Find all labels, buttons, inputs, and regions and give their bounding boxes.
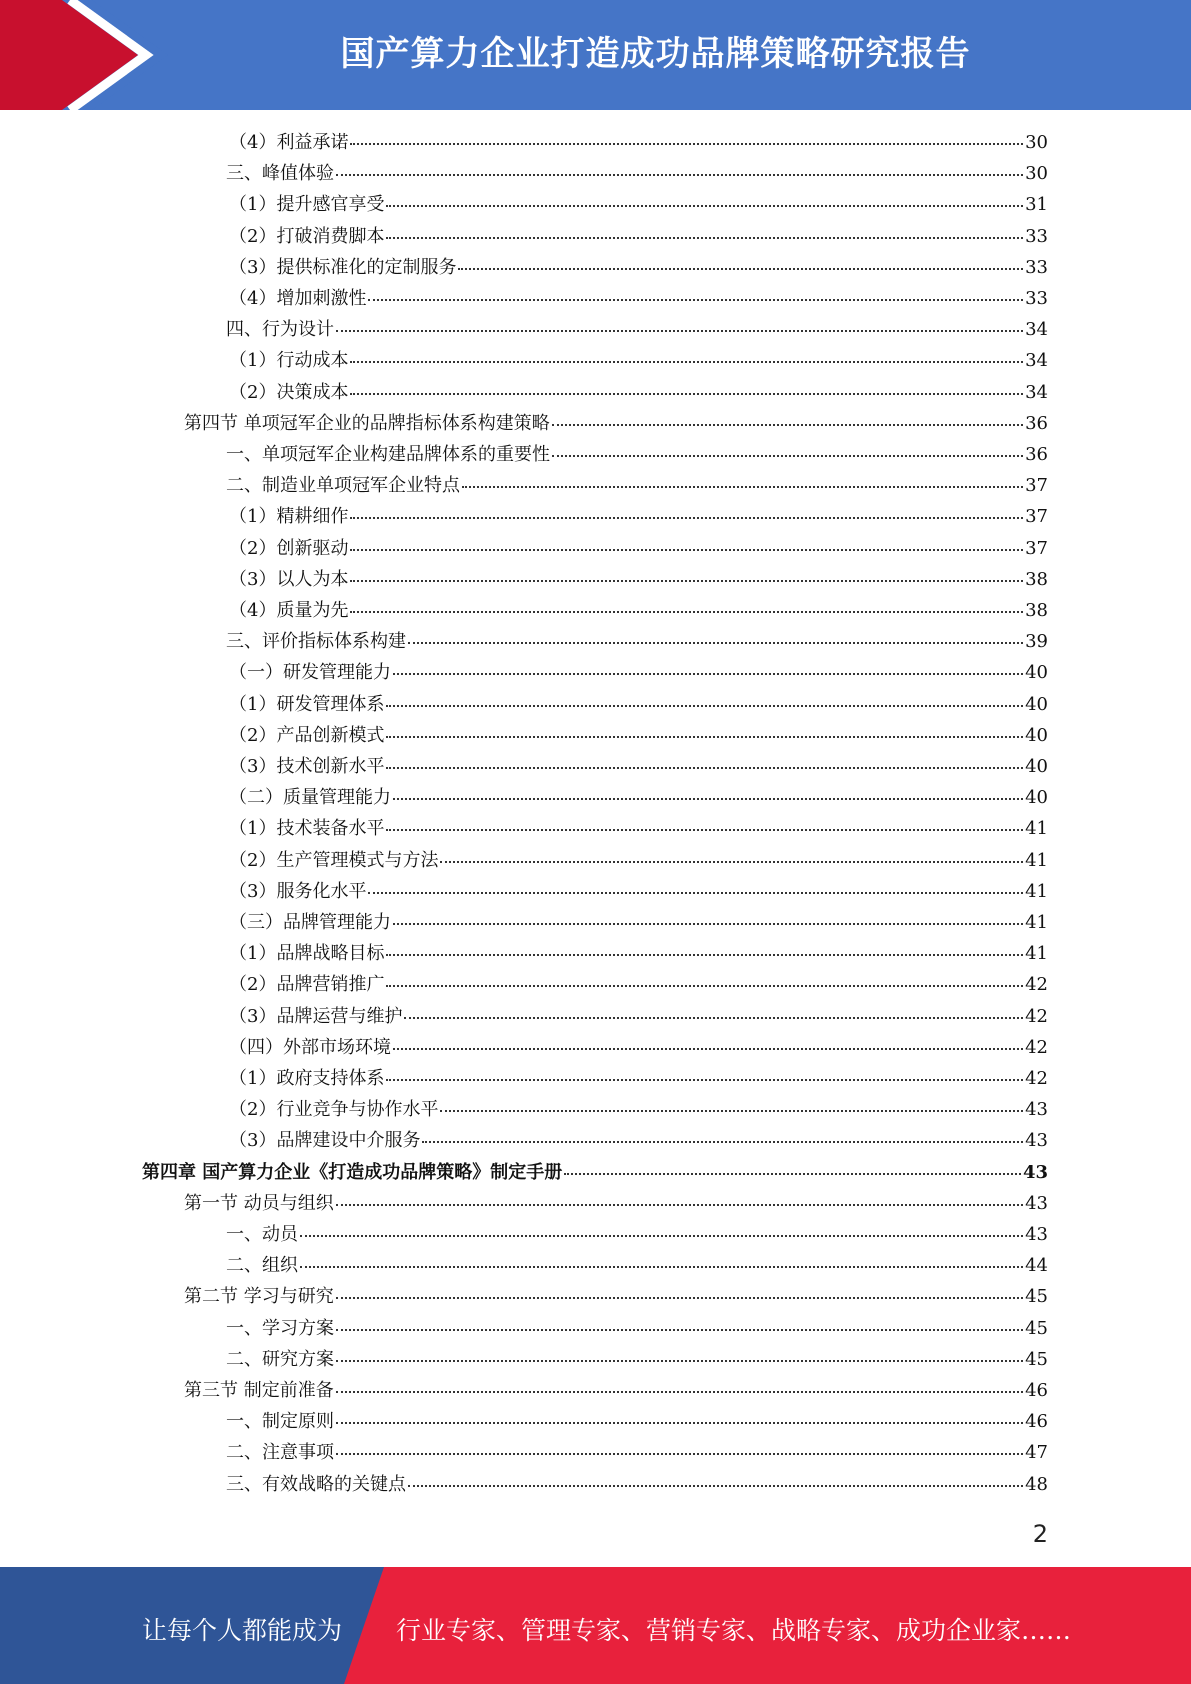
toc-entry-label: （4）质量为先 [229,600,349,621]
toc-entry-label: （4）利益承诺 [229,132,349,153]
toc-entry-page: 38 [1025,600,1048,621]
toc-dot-leader [336,1453,1023,1455]
toc-entry-page: 40 [1025,756,1048,777]
toc-dot-leader [350,393,1023,395]
toc-entry-label: （1）提升感官享受 [229,194,385,215]
toc-entry-page: 47 [1025,1442,1048,1463]
toc-entry-page: 40 [1025,787,1048,808]
toc-dot-leader [552,424,1023,426]
toc-entry-page: 36 [1025,444,1048,465]
toc-entry-label: 第二节 学习与研究 [184,1286,334,1307]
toc-entry[interactable] [229,938,1048,969]
toc-entry-label: 第一节 动员与组织 [184,1193,334,1214]
toc-entry[interactable] [226,1406,1048,1437]
toc-entry[interactable] [184,408,1048,439]
toc-dot-leader [350,517,1023,519]
toc-entry-label: （1）政府支持体系 [229,1068,385,1089]
toc-entry-page: 42 [1025,1037,1048,1058]
toc-entry-label: 二、研究方案 [226,1349,334,1370]
toc-entry-label: （3）服务化水平 [229,881,367,902]
toc-dot-leader [404,1017,1023,1019]
toc-entry-label: （1）研发管理体系 [229,694,385,715]
page-footer [0,1567,1191,1684]
toc-entry[interactable] [229,1094,1048,1125]
toc-entry-page: 34 [1025,382,1048,403]
toc-dot-leader [300,1235,1023,1237]
toc-entry-page: 40 [1025,694,1048,715]
toc-dot-leader [350,580,1023,582]
toc-entry-label: 第四章 国产算力企业《打造成功品牌策略》制定手册 [142,1162,563,1183]
toc-dot-leader [368,299,1023,301]
toc-dot-leader [300,1266,1023,1268]
toc-dot-leader [336,1391,1023,1393]
toc-entry[interactable] [229,345,1048,376]
toc-dot-leader [336,330,1023,332]
toc-entry-label: 三、评价指标体系构建 [226,631,406,652]
toc-entry[interactable] [229,751,1048,782]
toc-entry-label: （1）行动成本 [229,350,349,371]
toc-entry-page: 41 [1025,850,1048,871]
toc-entry[interactable] [229,564,1048,595]
toc-entry[interactable] [229,876,1048,907]
toc-dot-leader [458,268,1023,270]
toc-entry-page: 37 [1025,538,1048,559]
toc-entry[interactable] [229,595,1048,626]
toc-entry-label: （2）生产管理模式与方法 [229,850,439,871]
toc-dot-leader [336,1360,1023,1362]
toc-dot-leader [408,642,1023,644]
toc-entry[interactable] [226,158,1048,189]
toc-entry-page: 43 [1025,1130,1048,1151]
toc-dot-leader [386,954,1023,956]
toc-entry-label: （2）产品创新模式 [229,725,385,746]
toc-entry[interactable] [226,439,1048,470]
toc-entry[interactable] [226,1313,1048,1344]
toc-entry-label: （四）外部市场环境 [229,1037,391,1058]
toc-entry[interactable] [229,127,1048,158]
toc-entry-label: （1）技术装备水平 [229,818,385,839]
toc-dot-leader [393,673,1023,675]
toc-dot-leader [393,1048,1023,1050]
toc-dot-leader [386,705,1023,707]
toc-entry-label: 一、动员 [226,1224,298,1245]
toc-entry-page: 41 [1025,818,1048,839]
toc-dot-leader [393,798,1023,800]
toc-dot-leader [386,736,1023,738]
toc-entry-page: 40 [1025,662,1048,683]
toc-dot-leader [564,1173,1021,1175]
toc-entry-page: 45 [1025,1318,1048,1339]
toc-entry[interactable] [226,1469,1048,1500]
toc-dot-leader [386,985,1023,987]
toc-entry[interactable] [226,1344,1048,1375]
toc-entry[interactable] [184,1188,1048,1219]
toc-dot-leader [440,861,1023,863]
toc-entry[interactable] [229,720,1048,751]
toc-entry[interactable] [229,501,1048,532]
toc-entry-label: 第四节 单项冠军企业的品牌指标体系构建策略 [184,413,550,434]
toc-entry-label: （3）品牌建设中介服务 [229,1130,421,1151]
toc-entry-label: （二）质量管理能力 [229,787,391,808]
toc-dot-leader [393,923,1023,925]
toc-entry[interactable] [142,1157,1048,1188]
toc-entry-label: （1）精耕细作 [229,506,349,527]
toc-entry-label: 二、注意事项 [226,1442,334,1463]
toc-entry-page: 41 [1025,912,1048,933]
toc-entry-page: 37 [1025,506,1048,527]
toc-entry[interactable] [229,845,1048,876]
toc-dot-leader [336,1204,1023,1206]
toc-entry-page: 30 [1025,132,1048,153]
toc-dot-leader [422,1141,1023,1143]
toc-entry-label: （3）技术创新水平 [229,756,385,777]
toc-entry-label: （3）以人为本 [229,569,349,590]
toc-dot-leader [462,486,1023,488]
toc-dot-leader [386,237,1023,239]
toc-entry[interactable] [229,1001,1048,1032]
toc-dot-leader [336,174,1023,176]
toc-entry-page: 30 [1025,163,1048,184]
toc-entry[interactable] [226,1219,1048,1250]
toc-entry-label: 四、行为设计 [226,319,334,340]
toc-entry[interactable] [184,1281,1048,1312]
toc-entry[interactable] [229,252,1048,283]
toc-entry-label: （2）打破消费脚本 [229,226,385,247]
toc-dot-leader [350,361,1023,363]
report-title: 国产算力企业打造成功品牌策略研究报告 [340,34,971,74]
page-header [0,0,1191,110]
toc-entry-page: 45 [1025,1349,1048,1370]
toc-entry[interactable] [226,1437,1048,1468]
toc-entry[interactable] [226,1250,1048,1281]
toc-entry-page: 41 [1025,943,1048,964]
toc-dot-leader [386,829,1023,831]
toc-dot-leader [552,455,1023,457]
toc-entry-page: 34 [1025,350,1048,371]
toc-dot-leader [350,611,1023,613]
toc-entry-page: 42 [1025,1068,1048,1089]
toc-entry[interactable] [184,1375,1048,1406]
toc-entry[interactable] [229,189,1048,220]
toc-dot-leader [350,549,1023,551]
toc-entry-page: 37 [1025,475,1048,496]
toc-entry-page: 40 [1025,725,1048,746]
toc-entry-page: 43 [1025,1193,1048,1214]
toc-entry-page: 31 [1025,194,1048,215]
toc-entry-label: 二、制造业单项冠军企业特点 [226,475,460,496]
toc-entry-page: 38 [1025,569,1048,590]
toc-entry-label: 第三节 制定前准备 [184,1380,334,1401]
toc-entry-page: 45 [1025,1286,1048,1307]
toc-entry-page: 48 [1025,1474,1048,1495]
toc-entry-page: 44 [1025,1255,1048,1276]
toc-entry-label: （一）研发管理能力 [229,662,391,683]
toc-entry[interactable] [229,283,1048,314]
toc-entry[interactable] [229,1063,1048,1094]
toc-entry-label: 三、有效战略的关键点 [226,1474,406,1495]
toc-entry-label: （3）提供标准化的定制服务 [229,257,457,278]
toc-entry-label: 一、单项冠军企业构建品牌体系的重要性 [226,444,550,465]
toc-entry-page: 36 [1025,413,1048,434]
toc-entry[interactable] [229,689,1048,720]
toc-entry[interactable] [226,626,1048,657]
toc-entry[interactable] [226,314,1048,345]
toc-entry-page: 39 [1025,631,1048,652]
toc-entry-page: 42 [1025,974,1048,995]
toc-entry-page: 43 [1025,1099,1048,1120]
toc-dot-leader [336,1297,1023,1299]
toc-entry-label: 三、峰值体验 [226,163,334,184]
toc-entry[interactable] [229,813,1048,844]
toc-entry[interactable] [229,1032,1048,1063]
toc-entry-label: 一、学习方案 [226,1318,334,1339]
toc-entry-page: 46 [1025,1411,1048,1432]
toc-dot-leader [336,1329,1023,1331]
toc-dot-leader [386,767,1023,769]
toc-entry-label: （1）品牌战略目标 [229,943,385,964]
toc-entry-page: 33 [1025,226,1048,247]
toc-entry[interactable] [229,377,1048,408]
toc-dot-leader [368,892,1023,894]
toc-entry[interactable] [229,969,1048,1000]
toc-dot-leader [440,1110,1023,1112]
toc-entry[interactable] [229,907,1048,938]
toc-entry[interactable] [229,657,1048,688]
footer-slogan-left: 让每个人都能成为 [142,1616,343,1645]
toc-entry-label: （2）品牌营销推广 [229,974,385,995]
toc-dot-leader [386,205,1023,207]
toc-dot-leader [386,1079,1023,1081]
toc-entry-page: 33 [1025,288,1048,309]
toc-entry-label: （2）行业竞争与协作水平 [229,1099,439,1120]
toc-entry[interactable] [226,470,1048,501]
page-number: 2 [1032,1520,1048,1548]
toc-entry-page: 42 [1025,1006,1048,1027]
toc-entry-page: 33 [1025,257,1048,278]
toc-entry-page: 34 [1025,319,1048,340]
toc-entry-label: （4）增加刺激性 [229,288,367,309]
toc-entry-page: 43 [1025,1224,1048,1245]
toc-entry-label: （三）品牌管理能力 [229,912,391,933]
toc-entry-label: 二、组织 [226,1255,298,1276]
toc-entry-label: （3）品牌运营与维护 [229,1006,403,1027]
toc-entry-page: 43 [1022,1162,1048,1183]
toc-entry[interactable] [229,221,1048,252]
toc-dot-leader [408,1485,1023,1487]
toc-entry-label: （2）决策成本 [229,382,349,403]
toc-dot-leader [350,143,1023,145]
toc-dot-leader [336,1422,1023,1424]
footer-slogan-right: 行业专家、管理专家、营销专家、战略专家、成功企业家…… [396,1616,1072,1645]
toc-entry[interactable] [229,782,1048,813]
toc-entry-label: 一、制定原则 [226,1411,334,1432]
toc-entry-page: 41 [1025,881,1048,902]
toc-entry-label: （2）创新驱动 [229,538,349,559]
toc-entry[interactable] [229,533,1048,564]
toc-entry-page: 46 [1025,1380,1048,1401]
toc-entry[interactable] [229,1125,1048,1156]
